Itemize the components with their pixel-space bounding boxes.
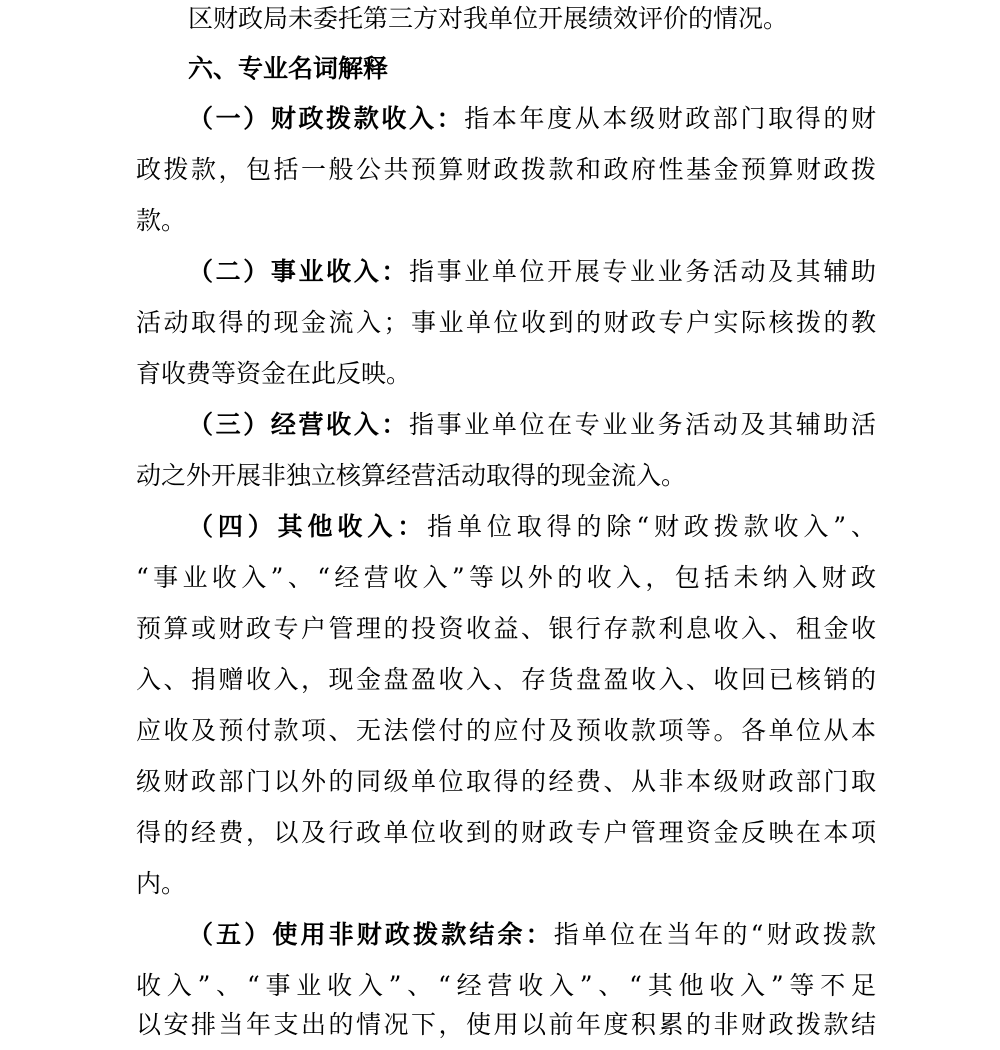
paragraph-line: 预算或财政专户管理的投资收益、银行存款利息收入、租金收 xyxy=(136,614,876,643)
term-label: （三）经营收入： xyxy=(188,410,409,439)
definition-text: 指单位在当年的“财政拨款 xyxy=(553,920,876,949)
term-label: （二）事业收入： xyxy=(188,257,409,286)
paragraph-line: 款。 xyxy=(136,206,187,235)
paragraph-line: 育收费等资金在此反映。 xyxy=(136,359,412,388)
term-label: （一）财政拨款收入： xyxy=(188,104,465,133)
section-heading: 六、专业名词解释 xyxy=(188,54,389,83)
paragraph-line: 动之外开展非独立核算经营活动取得的现金流入。 xyxy=(136,461,687,490)
paragraph-line xyxy=(188,94,876,144)
definition-text: 指事业单位在专业业务活动及其辅助活 xyxy=(409,410,876,439)
paragraph-line: 入、捐赠收入，现金盘盈收入、存货盘盈收入、收回已核销的 xyxy=(136,665,876,694)
paragraph-line: 以安排当年支出的情况下，使用以前年度积累的非财政拨款结 xyxy=(136,1010,876,1039)
paragraph-line xyxy=(188,910,876,960)
paragraph-line xyxy=(188,247,876,297)
definition-text: 指本年度从本级财政部门取得的财 xyxy=(464,104,876,133)
paragraph-line xyxy=(188,502,876,552)
paragraph-line: 政拨款，包括一般公共预算财政拨款和政府性基金预算财政拨 xyxy=(136,155,876,184)
paragraph-line: 收入”、“事业收入”、“经营收入”、“其他收入”等不足 xyxy=(136,971,876,1000)
definition-text: 指单位取得的除“财政拨款收入”、 xyxy=(427,512,876,541)
paragraph-line: “事业收入”、“经营收入”等以外的收入，包括未纳入财政 xyxy=(136,563,876,592)
paragraph-line: 得的经费，以及行政单位收到的财政专户管理资金反映在本项 xyxy=(136,818,876,847)
paragraph-line: 级财政部门以外的同级单位取得的经费、从非本级财政部门取 xyxy=(136,767,876,796)
term-label: （五）使用非财政拨款结余： xyxy=(188,920,554,949)
paragraph-line: 活动取得的现金流入；事业单位收到的财政专户实际核拨的教 xyxy=(136,308,876,337)
term-label: （四）其他收入： xyxy=(188,512,428,541)
paragraph-line xyxy=(188,400,876,450)
paragraph-line: 区财政局未委托第三方对我单位开展绩效评价的情况。 xyxy=(188,4,789,33)
paragraph-line: 应收及预付款项、无法偿付的应付及预收款项等。各单位从本 xyxy=(136,716,876,745)
definition-text: 指事业单位开展专业业务活动及其辅助 xyxy=(409,257,876,286)
paragraph-line: 内。 xyxy=(136,869,187,898)
